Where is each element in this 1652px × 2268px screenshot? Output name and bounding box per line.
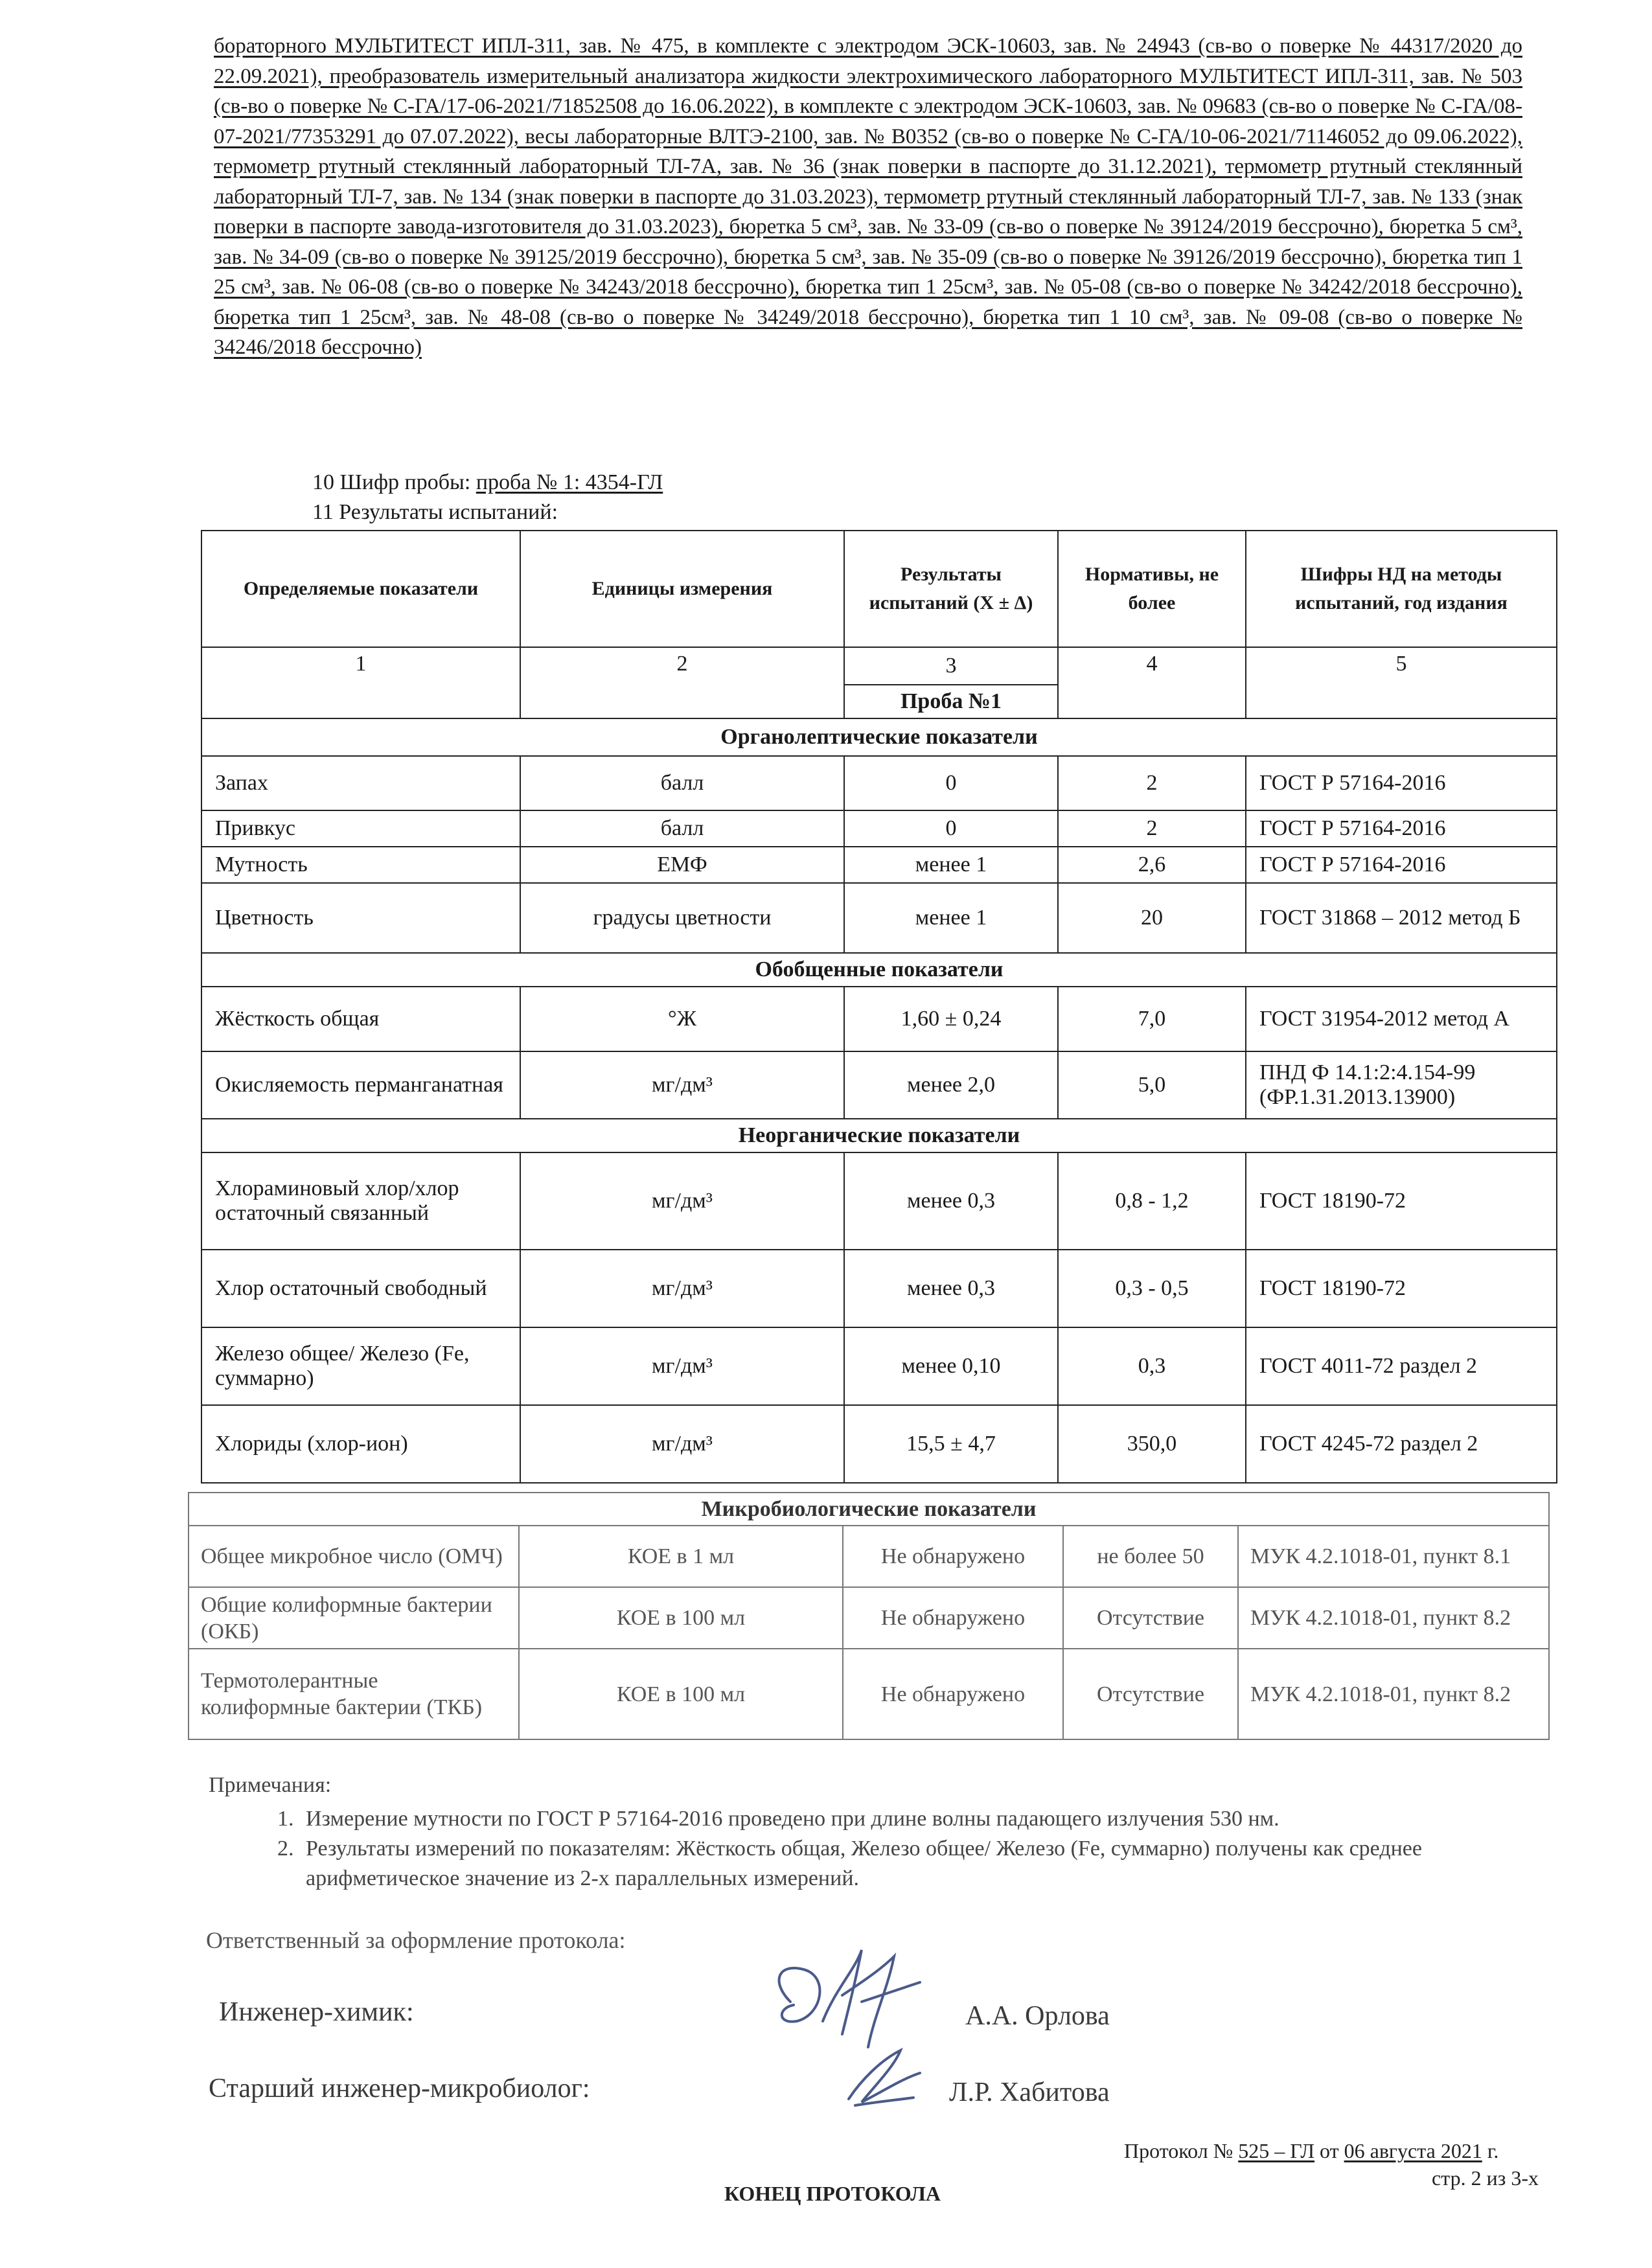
equipment-list: [214, 31, 1522, 363]
table-row: [189, 1587, 1549, 1649]
signature-orlova: [764, 1943, 933, 2054]
cell-result: менее 0,3: [844, 1250, 1058, 1327]
cell-norm: 350,0: [1058, 1405, 1246, 1483]
cell-indicator: Общие колиформные бактерии (ОКБ): [189, 1587, 519, 1649]
cell-units: мг/дм³: [520, 1327, 844, 1405]
cell-units: °Ж: [520, 987, 844, 1051]
cell-norm: 2: [1058, 756, 1246, 810]
cell-norm: 20: [1058, 883, 1246, 953]
cell-method: ГОСТ 4011-72 раздел 2: [1246, 1327, 1557, 1405]
cell-method: ГОСТ Р 57164-2016: [1246, 810, 1557, 847]
table-row: [201, 1051, 1557, 1119]
header-method: Шифры НД на методы испытаний, год издания: [1246, 531, 1557, 647]
header-norm: Нормативы, не более: [1058, 531, 1246, 647]
cell-units: мг/дм³: [520, 1051, 844, 1119]
cell-indicator: Запах: [201, 756, 520, 810]
cell-units: градусы цветности: [520, 883, 844, 953]
cell-norm: 2,6: [1058, 847, 1246, 883]
header-units: Единицы измерения: [520, 531, 844, 647]
cell-method: ГОСТ 18190-72: [1246, 1152, 1557, 1250]
protocol-prefix: Протокол №: [1124, 2139, 1233, 2162]
cell-method: ГОСТ 31868 – 2012 метод Б: [1246, 883, 1557, 953]
col-number: 1: [201, 647, 520, 718]
cell-units: балл: [520, 810, 844, 847]
results-table: [201, 530, 1557, 1483]
cell-method: МУК 4.2.1018-01, пункт 8.2: [1238, 1649, 1549, 1739]
cell-method: ГОСТ 4245-72 раздел 2: [1246, 1405, 1557, 1483]
equipment-text: бораторного МУЛЬТИТЕСТ ИПЛ-311, зав. № 475, в комплекте с электродом ЭСК-10603, зав. № 24943 (св-во о поверке № 44317/2020 до 22.09.2021), преобразователь измерительный анализатора жидкости электрохимического лабораторного МУЛЬТИТЕСТ ИПЛ-311, зав. № 503 (св-во о поверке № С-ГА/17-06-2021/71852508 до 16.06.2022), в комплекте с электродом ЭСК-10603, зав. № 09683 (св-во о поверке № С-ГА/08-07-2021/77353291 до 07.07.2022), весы лабораторные ВЛТЭ-2100, зав. № В0352 (св-во о поверке № С-ГА/10-06-2021/71146052 до 09.06.2022), термометр ртутный стеклянный лабораторный ТЛ-7А, зав. № 36 (знак поверки в паспорте до 31.12.2021), термометр ртутный стеклянный лабораторный ТЛ-7, зав. № 134 (знак поверки в паспорте до 31.03.2023), термометр ртутный стеклянный лабораторный ТЛ-7, зав. № 133 (знак поверки в паспорте завода-изготовителя до 31.03.2023), бюретка 5 см³, зав. № 33-09 (св-во о поверке № 39124/2019 бессрочно), бюретка 5 см³, зав. № 34-09 (св-во о поверке № 39125/2019 бессрочно), бюретка 5 см³, зав. № 35-09 (св-во о поверке № 39126/2019 бессрочно), бюретка тип 1 25 см³, зав. № 06-08 (св-во о поверке № 34243/2018 бессрочно), бюретка тип 1 25см³, зав. № 05-08 (св-во о поверке № 34242/2018 бессрочно), бюретка тип 1 25см³, зав. № 48-08 (св-во о поверке № 34249/2018 бессрочно), бюретка тип 1 10 см³, зав. № 09-08 (св-во о поверке № 34246/2018 бессрочно): [214, 34, 1522, 359]
signatory-name: Л.Р. Хабитова: [949, 2078, 1110, 2107]
header-indicator: Определяемые показатели: [201, 531, 520, 647]
date-suffix: г.: [1487, 2139, 1499, 2162]
responsible-label: Ответственный за оформление протокола:: [206, 1927, 626, 1953]
cell-norm: Отсутствие: [1063, 1587, 1238, 1649]
table-row: [201, 756, 1557, 810]
results-title: 11 Результаты испытаний:: [312, 500, 558, 524]
sample-code-value: проба № 1: 4354-ГЛ: [476, 470, 663, 494]
cell-method: ПНД Ф 14.1:2:4.154-99 (ФР.1.31.2013.13900): [1246, 1051, 1557, 1119]
cell-result: менее 1: [844, 847, 1058, 883]
cell-norm: Отсутствие: [1063, 1649, 1238, 1739]
cell-indicator: Хлор остаточный свободный: [201, 1250, 520, 1327]
cell-indicator: Мутность: [201, 847, 520, 883]
table-row: [201, 1152, 1557, 1250]
table-row: [189, 1526, 1549, 1587]
signatory-role: Инженер-химик:: [219, 1997, 414, 2027]
col-number: 5: [1246, 647, 1557, 718]
cell-result: 0: [844, 810, 1058, 847]
cell-indicator: Окисляемость перманганатная: [201, 1051, 520, 1119]
table-row: [189, 1649, 1549, 1739]
cell-method: ГОСТ Р 57164-2016: [1246, 756, 1557, 810]
table-row: [201, 847, 1557, 883]
cell-units: КОЕ в 100 мл: [519, 1587, 843, 1649]
cell-indicator: Хлориды (хлор-ион): [201, 1405, 520, 1483]
cell-method: МУК 4.2.1018-01, пункт 8.1: [1238, 1526, 1549, 1587]
cell-indicator: Жёсткость общая: [201, 987, 520, 1051]
col-number: 4: [1058, 647, 1246, 718]
header-row: [201, 531, 1557, 647]
table-row: [201, 1327, 1557, 1405]
note-item: 1. Измерение мутности по ГОСТ Р 57164-2016 проведено при длине волны падающего излучения 530 нм.: [299, 1804, 1543, 1834]
cell-units: мг/дм³: [520, 1152, 844, 1250]
protocol-number: 525 – ГЛ: [1238, 2139, 1315, 2162]
cell-result: Не обнаружено: [843, 1587, 1063, 1649]
section-title: Неорганические показатели: [201, 1119, 1557, 1152]
cell-result: менее 2,0: [844, 1051, 1058, 1119]
cell-result: менее 0,10: [844, 1327, 1058, 1405]
col-number: 2: [520, 647, 844, 718]
cell-result: 15,5 ± 4,7: [844, 1405, 1058, 1483]
micro-table: [188, 1492, 1550, 1740]
note-item: 2. Результаты измерений по показателям: Жёсткость общая, Железо общее/ Железо (Fe, суммарно) получены как среднее арифметическое значение из 2-х параллельных измерений.: [299, 1834, 1543, 1894]
notes: [209, 1770, 1543, 1894]
cell-method: ГОСТ Р 57164-2016: [1246, 847, 1557, 883]
sample-label: Проба №1: [844, 685, 1058, 718]
page-number: стр. 2 из 3-х: [1432, 2166, 1539, 2190]
cell-units: КОЕ в 1 мл: [519, 1526, 843, 1587]
cell-indicator: Общее микробное число (ОМЧ): [189, 1526, 519, 1587]
table-row: [201, 810, 1557, 847]
cell-norm: 0,3 - 0,5: [1058, 1250, 1246, 1327]
cell-method: ГОСТ 31954-2012 метод А: [1246, 987, 1557, 1051]
date-prefix: от: [1320, 2139, 1339, 2162]
cell-norm: 0,8 - 1,2: [1058, 1152, 1246, 1250]
table-row: [201, 1250, 1557, 1327]
protocol-date: 06 августа 2021: [1344, 2139, 1482, 2162]
cell-units: ЕМФ: [520, 847, 844, 883]
signature-khabitova: [836, 2041, 933, 2112]
table-row: [201, 883, 1557, 953]
cell-units: мг/дм³: [520, 1250, 844, 1327]
cell-norm: 0,3: [1058, 1327, 1246, 1405]
cell-indicator: Термотолерантные колиформные бактерии (ТКБ): [189, 1649, 519, 1739]
protocol-line: [1124, 2139, 1498, 2163]
section-title: Обобщенные показатели: [201, 953, 1557, 987]
cell-indicator: Хлораминовый хлор/хлор остаточный связанный: [201, 1152, 520, 1250]
cell-norm: не более 50: [1063, 1526, 1238, 1587]
col-number-row: [201, 647, 1557, 685]
cell-result: менее 0,3: [844, 1152, 1058, 1250]
cell-units: мг/дм³: [520, 1405, 844, 1483]
cell-result: менее 1: [844, 883, 1058, 953]
notes-title: Примечания:: [209, 1773, 332, 1797]
cell-method: ГОСТ 18190-72: [1246, 1250, 1557, 1327]
cell-indicator: Железо общее/ Железо (Fe, суммарно): [201, 1327, 520, 1405]
cell-result: 0: [844, 756, 1058, 810]
table-row: [201, 987, 1557, 1051]
micro-section-title: Микробиологические показатели: [189, 1493, 1549, 1526]
cell-norm: 5,0: [1058, 1051, 1246, 1119]
col-number: 3: [844, 647, 1058, 685]
table-row: [201, 1405, 1557, 1483]
cell-method: МУК 4.2.1018-01, пункт 8.2: [1238, 1587, 1549, 1649]
cell-result: Не обнаружено: [843, 1649, 1063, 1739]
cell-result: 1,60 ± 0,24: [844, 987, 1058, 1051]
signatory-name: А.А. Орлова: [965, 2001, 1110, 2031]
end-of-protocol: КОНЕЦ ПРОТОКОЛА: [724, 2182, 941, 2205]
signatory-role: Старший инженер-микробиолог:: [209, 2074, 590, 2103]
cell-norm: 2: [1058, 810, 1246, 847]
cell-norm: 7,0: [1058, 987, 1246, 1051]
header-result: Результаты испытаний (Х ± Δ): [844, 531, 1058, 647]
cell-units: КОЕ в 100 мл: [519, 1649, 843, 1739]
cell-indicator: Цветность: [201, 883, 520, 953]
sample-code-label: 10 Шифр пробы:: [312, 470, 471, 494]
sample-code-line: [312, 470, 663, 495]
section-title: Органолептические показатели: [201, 718, 1557, 756]
cell-result: Не обнаружено: [843, 1526, 1063, 1587]
cell-indicator: Привкус: [201, 810, 520, 847]
cell-units: балл: [520, 756, 844, 810]
